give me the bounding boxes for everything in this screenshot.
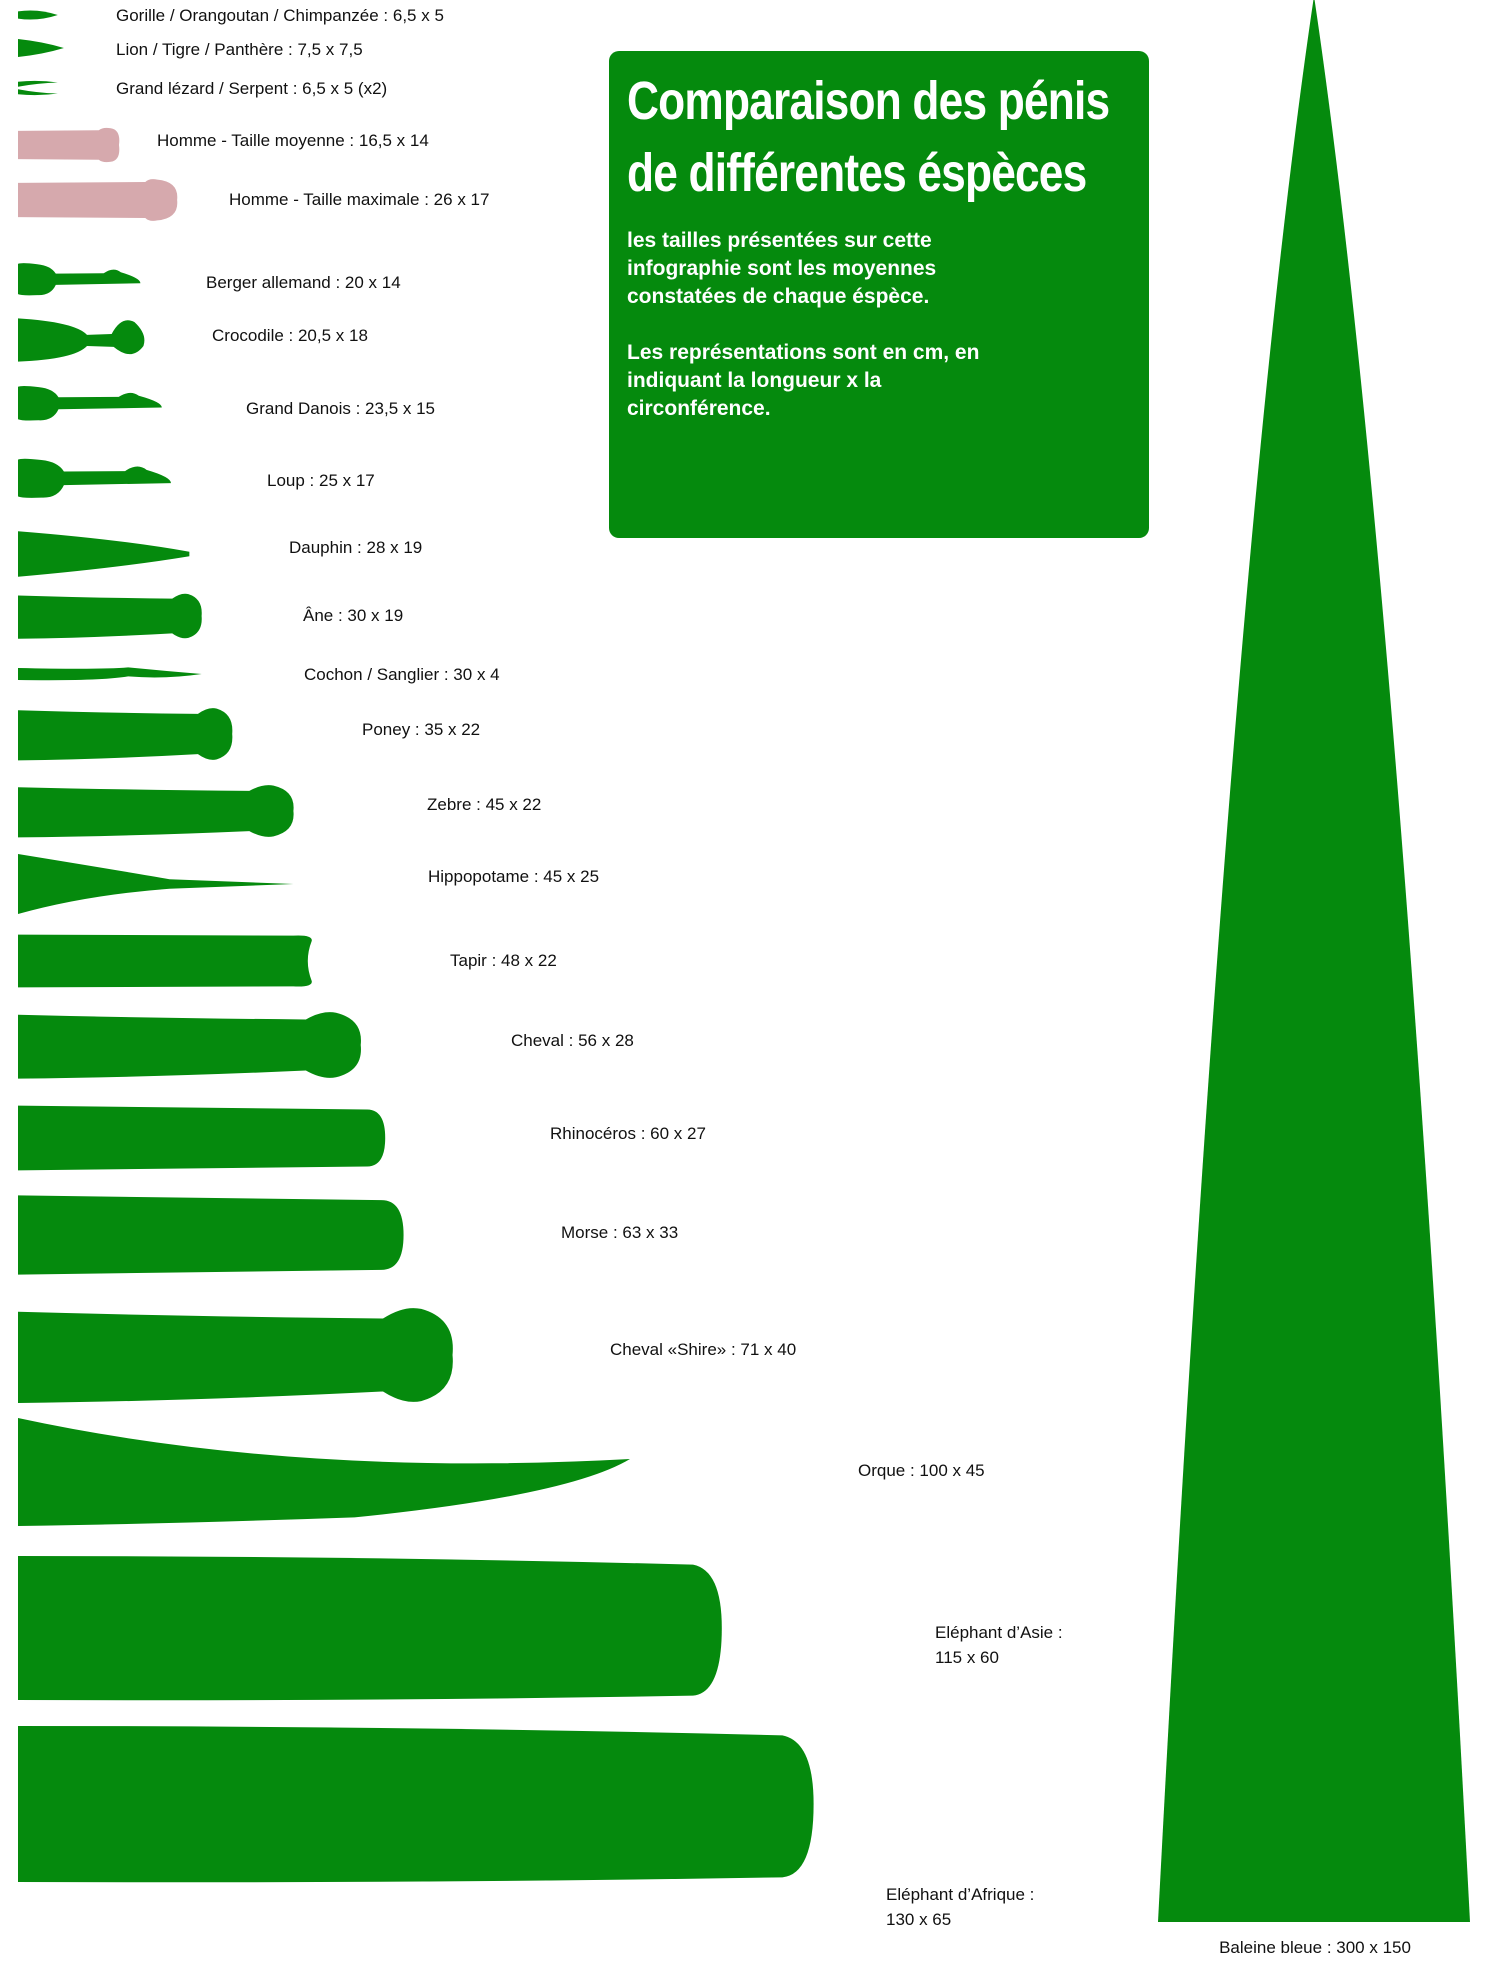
label-poney: Poney : 35 x 22 xyxy=(362,720,481,739)
label-tapir: Tapir : 48 x 22 xyxy=(450,951,557,970)
info-panel xyxy=(609,51,1149,538)
label-homme-taille-moyenne: Homme - Taille moyenne : 16,5 x 14 xyxy=(157,131,429,150)
shape-gorille-orangoutan-chimpanzee xyxy=(18,10,58,19)
shape-tapir xyxy=(18,935,312,988)
shape-elephant-d-asie xyxy=(18,1556,722,1700)
label-gorille-orangoutan-chimpanzee: Gorille / Orangoutan / Chimpanzée : 6,5 x 5 xyxy=(116,6,444,25)
shape-cheval xyxy=(18,1012,361,1078)
shape-zebre xyxy=(18,785,294,837)
shape-homme-taille-maximale xyxy=(18,179,177,221)
shape-orque xyxy=(18,1418,630,1526)
shape-ane xyxy=(18,594,202,639)
label-hippopotame: Hippopotame : 45 x 25 xyxy=(428,867,600,886)
label-elephant-d-afrique: Eléphant d’Afrique : 130 x 65 xyxy=(886,1885,1035,1929)
shape-grand-danois xyxy=(18,386,162,421)
shape-dauphin xyxy=(18,531,189,577)
label-lion-tigre-panthere: Lion / Tigre / Panthère : 7,5 x 7,5 xyxy=(116,40,363,59)
label-berger-allemand: Berger allemand : 20 x 14 xyxy=(206,273,401,292)
panel-note-units: Les représentations sont en cm, en indiquant la longueur x la circonférence. xyxy=(627,341,980,420)
label-baleine-bleue: Baleine bleue : 300 x 150 xyxy=(1219,1938,1411,1957)
shape-rhinoceros xyxy=(18,1106,385,1171)
shape-baleine-bleue xyxy=(1158,0,1470,1922)
shape-elephant-d-afrique xyxy=(18,1726,814,1882)
label-cheval: Cheval : 56 x 28 xyxy=(511,1031,634,1050)
shape-grand-lezard-serpent xyxy=(18,81,58,95)
shape-cheval-shire xyxy=(18,1308,453,1403)
label-homme-taille-maximale: Homme - Taille maximale : 26 x 17 xyxy=(229,190,490,209)
label-orque: Orque : 100 x 45 xyxy=(858,1461,985,1480)
shape-morse xyxy=(18,1195,404,1274)
panel-note-sizes: les tailles présentées sur cette infographie sont les moyennes constatées de chaque éspèce. xyxy=(627,229,937,308)
label-zebre: Zebre : 45 x 22 xyxy=(427,795,542,814)
label-grand-lezard-serpent: Grand lézard / Serpent : 6,5 x 5 (x2) xyxy=(116,79,388,98)
label-grand-danois: Grand Danois : 23,5 x 15 xyxy=(246,399,436,418)
label-ane: Âne : 30 x 19 xyxy=(303,606,404,625)
label-loup: Loup : 25 x 17 xyxy=(267,471,375,490)
shape-berger-allemand xyxy=(18,263,140,295)
label-cochon-sanglier: Cochon / Sanglier : 30 x 4 xyxy=(304,665,500,684)
label-rhinoceros: Rhinocéros : 60 x 27 xyxy=(550,1124,706,1143)
label-crocodile: Crocodile : 20,5 x 18 xyxy=(212,326,368,345)
shape-crocodile xyxy=(18,318,144,361)
panel-title: Comparaison des pénis de différentes éspèces xyxy=(627,71,1110,203)
label-cheval-shire: Cheval «Shire» : 71 x 40 xyxy=(610,1340,797,1359)
shape-poney xyxy=(18,708,232,760)
shape-cochon-sanglier xyxy=(18,667,202,680)
label-elephant-d-asie: Eléphant d’Asie : 115 x 60 xyxy=(935,1623,1063,1667)
label-morse: Morse : 63 x 33 xyxy=(561,1223,679,1242)
label-dauphin: Dauphin : 28 x 19 xyxy=(289,538,423,557)
shape-homme-taille-moyenne xyxy=(18,128,119,162)
shape-hippopotame xyxy=(18,854,293,914)
shape-lion-tigre-panthere xyxy=(18,39,64,57)
shape-loup xyxy=(18,459,171,498)
